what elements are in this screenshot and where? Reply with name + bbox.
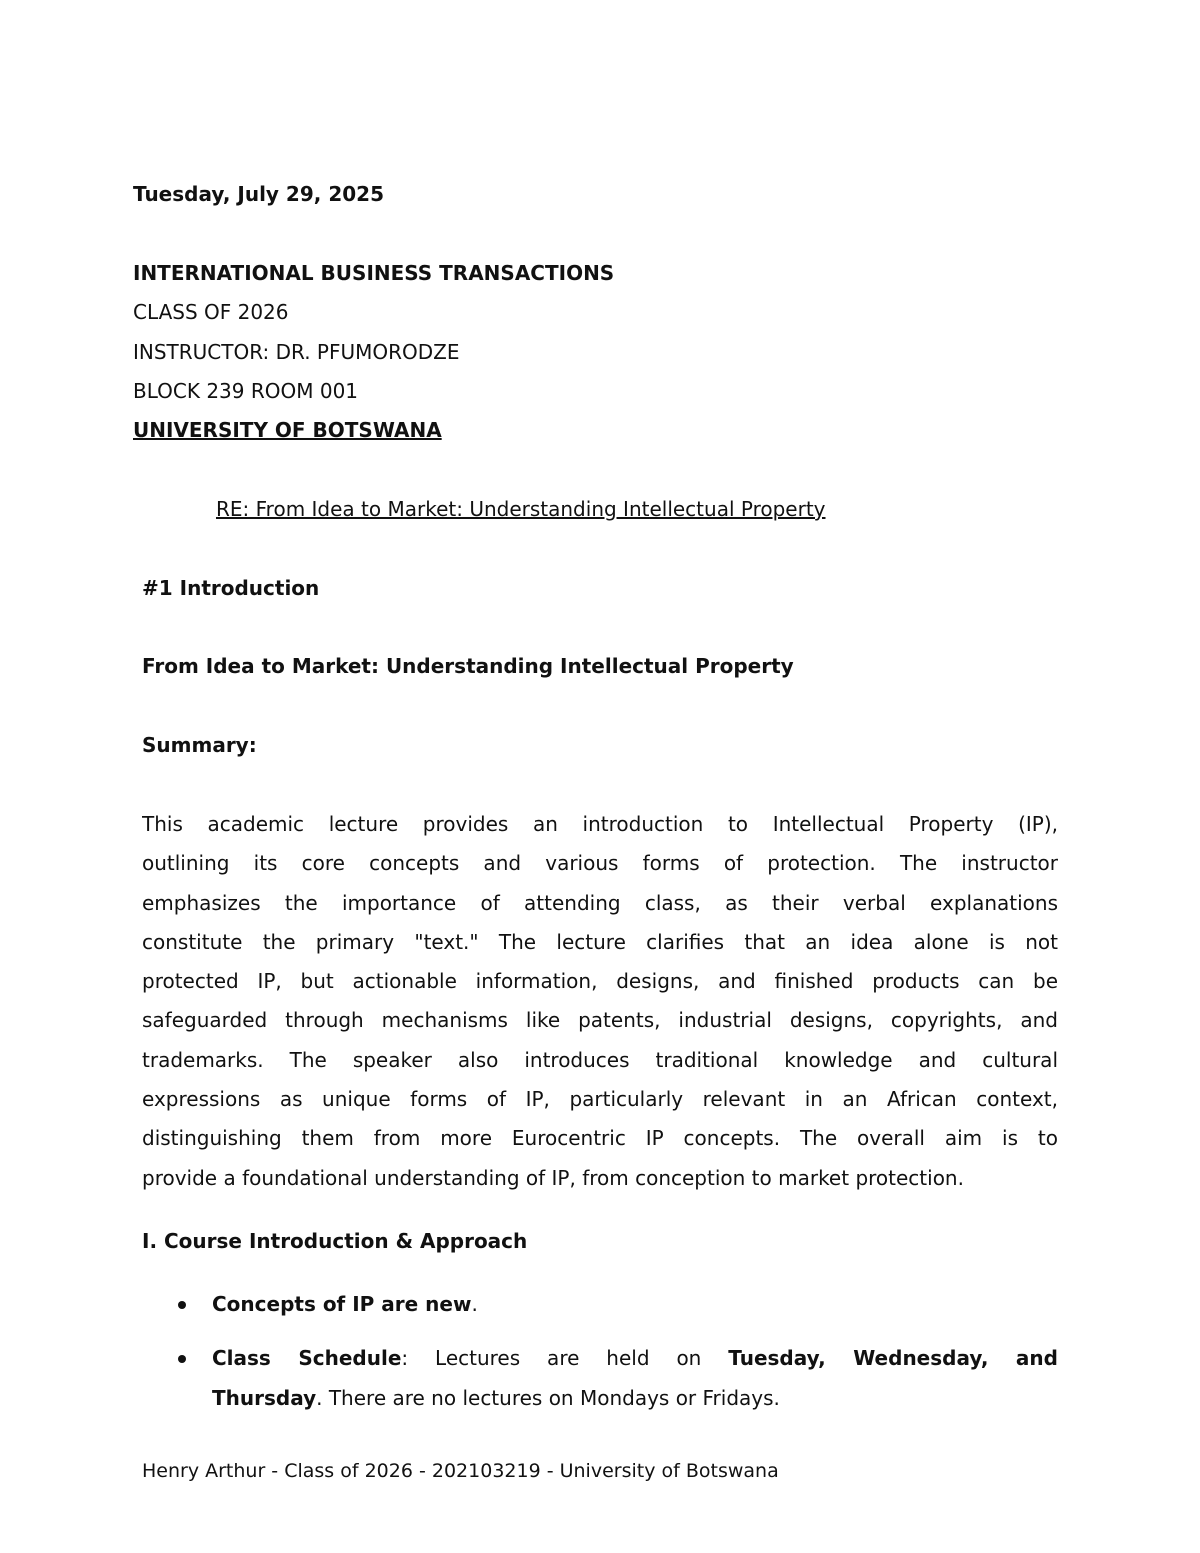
bullet-text: . There are no lectures on Mondays or Fridays. [316,1385,780,1410]
bullet-item [142,1292,1058,1331]
bullet-text: . [471,1292,478,1316]
room-location: BLOCK 239 ROOM 001 [133,379,359,403]
summary-line: outlining its core concepts and various forms of protection. The instructor [142,851,1058,876]
bullet-list [142,1292,1058,1440]
summary-paragraph [142,812,1058,1205]
bullet-icon [178,1301,186,1309]
summary-line: This academic lecture provides an introduction to Intellectual Property (IP), [142,812,1058,836]
course-title: INTERNATIONAL BUSINESS TRANSACTIONS [133,261,615,285]
bullet-bold-text: Thursday [212,1385,317,1410]
summary-line: safeguarded through mechanisms like patents, industrial designs, copyrights, and [142,1008,1058,1033]
bullet-bold-text: Class Schedule [212,1346,402,1371]
re-title: RE: From Idea to Market: Understanding Intellectual Property [216,497,826,521]
bullet-icon [178,1355,186,1363]
bullet-item [142,1346,1058,1425]
summary-heading: Summary: [142,733,257,757]
university-name: UNIVERSITY OF BOTSWANA [133,418,442,442]
bullet-text: : Lectures are held on [401,1346,729,1371]
bullet-bold-text: Concepts of IP are new [212,1292,472,1316]
intro-heading: #1 Introduction [142,576,320,600]
page-footer: Henry Arthur - Class of 2026 - 202103219 - University of Botswana [142,1460,779,1482]
class-year: CLASS OF 2026 [133,300,289,324]
summary-line: trademarks. The speaker also introduces traditional knowledge and cultural [142,1047,1058,1072]
section-heading: I. Course Introduction & Approach [142,1229,528,1253]
summary-line: protected IP, but actionable information, designs, and finished products can be [142,969,1058,994]
document-date: Tuesday, July 29, 2025 [133,182,384,206]
summary-line: expressions as unique forms of IP, particularly relevant in an African context, [142,1087,1058,1112]
instructor-name: INSTRUCTOR: DR. PFUMORODZE [133,340,460,364]
summary-line: provide a foundational understanding of IP, from conception to market protection. [142,1165,964,1190]
summary-line: emphasizes the importance of attending class, as their verbal explanations [142,890,1058,915]
bullet-bold-days: Tuesday, Wednesday, and [728,1346,1058,1371]
lecture-subtitle: From Idea to Market: Understanding Intellectual Property [142,654,794,678]
summary-line: constitute the primary "text." The lecture clarifies that an idea alone is not [142,929,1058,954]
summary-line: distinguishing them from more Eurocentric IP concepts. The overall aim is to [142,1126,1058,1151]
